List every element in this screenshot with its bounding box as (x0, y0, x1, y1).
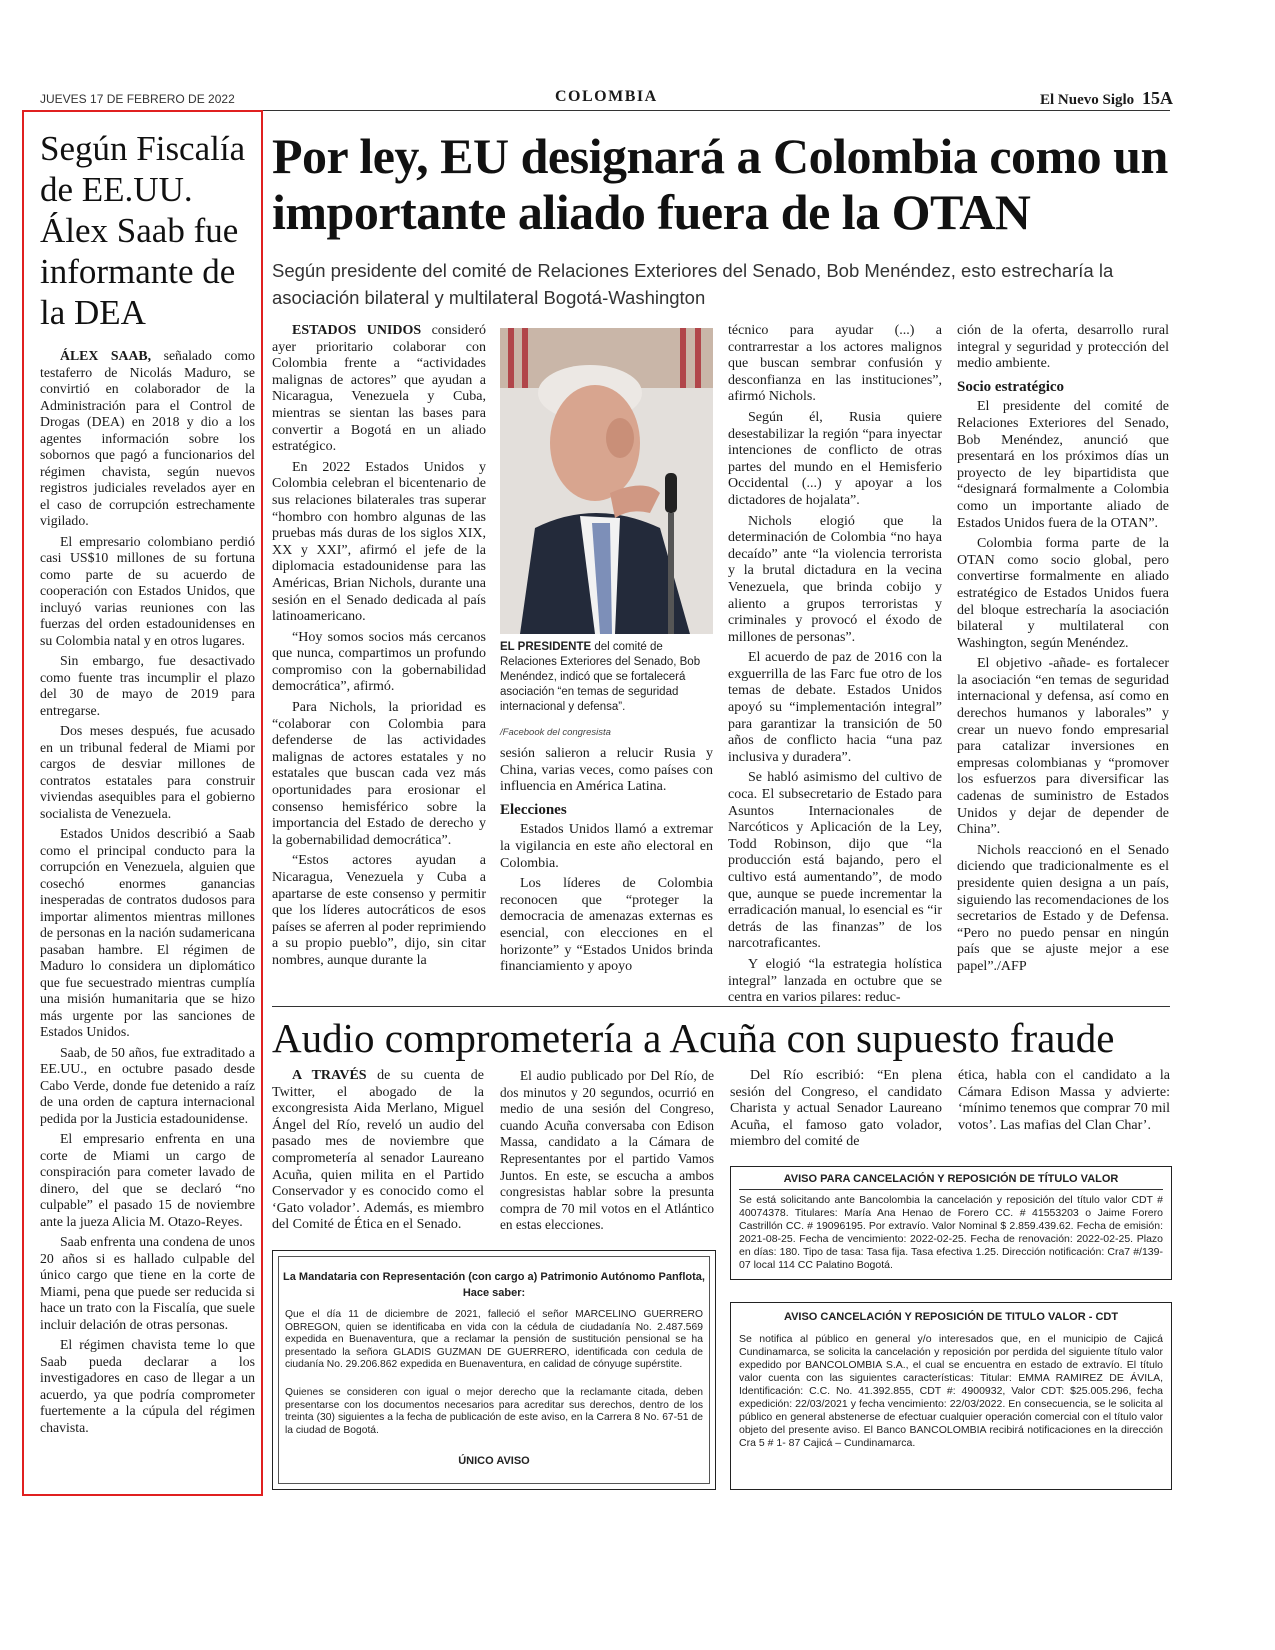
paragraph (728, 514, 942, 647)
paragraph (40, 1337, 255, 1436)
paragraph-text: Estados Unidos describió a Saab como el principal conducto para la corrupción en Venezuela, alguien que cosechó enormes ganancias inesperadas de contratos dudosos para importar alimentos mientras millones de personas en la nación sudamericana pasaban hambre. El régimen de Maduro lo considera un diplomático que fue secuestrado mientras cumplía una misión humanitaria que se hizo más urgente por las sanciones de Estados Unidos. (40, 826, 255, 1039)
main-headline: Por ley, EU designará a Colombia como un importante aliado fuera de la OTAN (272, 128, 1168, 240)
paragraph (957, 536, 1169, 652)
paragraph-text: “Estos actores ayudan a Nicaragua, Venezuela y Cuba a apartarse de este consenso y permitir que los líderes autocráticos de esos países se aferren al poder reprimiendo a su propio pueblo”, dijo, sin citar nombres, aunque durante la (272, 853, 486, 968)
paragraph-text: señalado como testaferro de Nicolás Maduro, se convirtió en colaborador de la Administración para el Control de Drogas (DEA) en 2018 y dio a los agentes información sobre los sobornos que pagó a funcionarios del régimen chavista, según nuevos registros judiciales revelados ayer en el caso de corrupción estrechamente vigilado. (40, 348, 255, 528)
paragraph-text: consideró ayer prioritario colaborar con Colombia frente a “actividades malignas de actores” que ayudan a Nicaragua, Venezuela y Cuba, mientras se sientan las bases para convertir a Bogotá en un aliado estratégico. (272, 323, 486, 455)
mandataria-title: La Mandataria con Representación (con cargo a) Patrimonio Autónomo Panflota, (283, 1271, 705, 1283)
second-column-1 (272, 1068, 484, 1238)
notice-mandataria (272, 1250, 716, 1490)
header-masthead (1040, 88, 1173, 109)
section-subhead: Socio estratégico (957, 378, 1065, 395)
paragraph (272, 460, 486, 626)
paragraph-text: El régimen chavista teme lo que Saab pueda declarar a los investigadores en caso de llegar a un acuerdo, ya que podría comprometer fuertemente a la cúpula del régimen chavista. (40, 1337, 255, 1435)
paragraph (500, 822, 713, 872)
main-column-2 (500, 746, 713, 980)
photo-caption (500, 640, 713, 715)
paragraph (728, 770, 942, 953)
sidebar-headline: Según Fiscalía de EE.UU. Álex Saab fue informante de la DEA (40, 129, 246, 332)
paragraph-text: “Hoy somos socios más cercanos que nunca, compartimos un profundo compromiso con la gobernabilidad democrática”, afirmó. (272, 629, 486, 695)
notice-1-title: AVISO PARA CANCELACIÓN Y REPOSICIÓN DE TÍTULO VALOR (783, 1173, 1119, 1185)
paragraph (957, 323, 1169, 373)
paragraph-text: Nichols elogió que la determinación de Colombia “no haya decaído” ante “la violencia terrorista y la brutal dictadura en la vecina Venezuela, que brinda cobijo y aliento a grupos terroristas y criminales y provocó el éxodo de millones de personas”. (728, 513, 942, 645)
main-column-3 (728, 323, 942, 1011)
photo-caption-lead: EL PRESIDENTE (500, 641, 592, 653)
main-subhead: Según presidente del comité de Relaciones Exteriores del Senado, Bob Menéndez, esto estrecharía la asociación bilateral y multilateral Bogotá-Washington (272, 260, 1114, 308)
photo-caption-text: del comité de Relaciones Exteriores del Senado, Bob Menéndez, indicó que se fortalecerá asociación “en temas de seguridad internacional y defensa”. (500, 641, 701, 713)
paragraph (957, 656, 1169, 839)
paragraph (272, 700, 486, 849)
paragraph (957, 843, 1169, 976)
paper-name: El Nuevo Siglo (1040, 92, 1135, 108)
header-section: COLOMBIA (555, 88, 658, 105)
paragraph-text: Se habló asimismo del cultivo de coca. El subsecretario de Estado para Asuntos Internacionales de Narcóticos y Aplicación de la Ley, Todd Robinson, dijo que “la producción está bajando, pero el cultivo está aumentando”, de modo que, aunque se puede incrementar la erradicación manual, lo esencial es “ir detrás de las finanzas” de los narcotraficantes. (728, 770, 942, 952)
paragraph (957, 399, 1169, 532)
paragraph (500, 1068, 714, 1234)
paragraph (728, 957, 942, 1007)
paragraph-text: El audio publicado por Del Río, de dos minutos y 20 segundos, ocurrió en medio de una sesión del Congreso, cuando Acuña conversaba con Edison Massa, candidato a la Cámara de Representantes por el partido Vamos Juntos. En este, se escucha a ambos congresistas hablar sobre la presunta compra de 70 mil votos en el Atlántico en estas elecciones. (500, 1068, 714, 1233)
menendez-photo (500, 328, 713, 634)
paragraph-text: Dos meses después, fue acusado en un tribunal federal de Miami por cargos de desviar millones de contratos estatales para construir viviendas asequibles para el gobierno socialista de Venezuela. (40, 723, 255, 821)
paragraph (272, 853, 486, 969)
section-subhead: Elecciones (500, 801, 567, 818)
lead-in: ÁLEX SAAB, (60, 348, 152, 363)
paragraph-text: El acuerdo de paz de 2016 con la exguerrilla de las Farc fue otro de los temas de debate. Estados Unidos apoyó su “implementación integral” para garantizar la transición de 50 años de conflicto hacia “una paz inclusiva y duradera”. (728, 650, 942, 765)
header-date: JUEVES 17 DE FEBRERO DE 2022 (40, 92, 235, 106)
main-column-1 (272, 323, 486, 974)
lead-in: A TRAVÉS (292, 1068, 367, 1083)
notice-cdt-1 (730, 1166, 1172, 1280)
paragraph-text: sesión salieron a relucir Rusia y China, varias veces, como países con influencia en América Latina. (500, 746, 713, 795)
mandataria-subtitle: Hace saber: (462, 1287, 526, 1299)
photo-credit: /Facebook del congresista (500, 727, 611, 738)
paragraph-text: El empresario enfrenta en una corte de Miami un cargo de conspiración para cometer lavado de dinero, del que se declaró “no culpable” el pasado 15 de noviembre ante la jueza Alicia M. Otazo-Reyes. (40, 1131, 255, 1229)
second-column-2 (500, 1068, 714, 1238)
paragraph-text: El objetivo -añade- es fortalecer la asociación “en temas de seguridad internacional y defensa, así como en derechos humanos y laborales” y crear un nuevo fondo empresarial para catalizar inversiones en empresas colombianas y “promover los esfuerzos para diversificar las cadenas de suministro de Estados Unidos y dejar de depender de China”. (957, 656, 1169, 838)
paragraph (40, 653, 255, 719)
paragraph (958, 1068, 1170, 1134)
notice-1-body: Se está solicitando ante Bancolombia la cancelación y reposición del título valor CDT # 40074378. Titulares: María Ana Henao de Forero CC. # 41553203 o Jaime Forero Castrillón CC. # 19096195. Por extravío. Valor Nominal $ 2.859.439.62. Fecha de emisión: 2021-08-25. Fecha de vencimiento: 2022-02-25. Fecha de renovación: 2022-02-25. Plazo en días: 180. Tipo de tasa: Tasa fija. Tasa efectiva 1.25. Dirección notificación: Cra7 #/139-07 local 114 CC Palatino Bogotá. (739, 1194, 1163, 1271)
paragraph-text: Según él, Rusia quiere desestabilizar la región “para inyectar intenciones de conflicto de otras partes del mundo en el Hemisferio Occidental (...) y apoyar a los dictadores de hojalata”. (728, 409, 942, 508)
paragraph-text: El empresario colombiano perdió casi US$10 millones de su fortuna como parte de su acuerdo de cooperación con Estados Unidos, que incluyó varias reuniones con las fuerzas del orden estadounidenses en su Colombia natal y en otros lugares. (40, 533, 255, 648)
paragraph (272, 1068, 484, 1234)
second-column-4 (958, 1068, 1170, 1138)
paragraph-text: Saab enfrenta una condena de unos 20 años si es hallado culpable del único cargo que tiene en la corte de Miami, pena que puede ser reducida si hace un trato con la Fiscalía, que suele incluir delación de otras personas. (40, 1234, 255, 1332)
paragraph-text: Sin embargo, fue desactivado como fuente tras incumplir el plazo del 30 de mayo de 2019 para entregarse. (40, 653, 255, 718)
paragraph (40, 1234, 255, 1333)
paragraph-text: ética, habla con el candidato a la Cámara Edison Massa y advierte: ‘mínimo tenemos que comprar 70 mil votos’. Las mafias del Clan Char’. (958, 1068, 1170, 1133)
notice-2-body: Se notifica al público en general y/o interesados que, en el municipio de Cajicá Cundinamarca, se solicita la cancelación y reposición por perdida del siguiente título valor expedido por BANCOLOMBIA S.A., el cual se encuentra en estado de extravío. El título valor cuenta con las siguientes características: Titular: EMMA RAMIREZ DE ÁVILA, Identificación: C.C. No. 41.392.855, CDT #: 4900932, Valor CDT: $25.005.296, fecha expedición: 22/03/2021 y fecha vencimiento: 22/03/2022. En consecuencia, se le solicita al público en general abstenerse de efectuar cualquier operación comercial con el título valor objeto del presente aviso. El Banco BANCOLOMBIA recibirá notificaciones en la dirección Cra 5 # 1- 87 Cajicá – Cundinamarca. (739, 1333, 1163, 1449)
paragraph-text: ción de la oferta, desarrollo rural integral y seguridad y protección del medio ambiente. (957, 323, 1169, 372)
notice-1-rule (739, 1189, 1163, 1190)
paragraph (40, 348, 255, 530)
paragraph-text: Colombia forma parte de la OTAN como socio global, pero convertirse formalmente en aliado estratégico de Estados Unidos fuera del bloque estrecharía la asociación bilateral y multilateral con Washington, según Menéndez. (957, 536, 1169, 651)
paragraph-text: Los líderes de Colombia reconocen que “proteger la democracia de amenazas externas es esencial, con elecciones en el horizonte” y “Estados Unidos brinda financiamiento y apoyo (500, 876, 713, 975)
second-column-3 (730, 1068, 942, 1155)
paragraph (40, 534, 255, 650)
paragraph (272, 630, 486, 696)
paragraph (728, 323, 942, 406)
paragraph (40, 723, 255, 822)
paragraph (730, 1068, 942, 1151)
paragraph (500, 746, 713, 796)
paragraph-text: Y elogió “la estrategia holística integral” lanzada en octubre que se centra en varios pilares: reduc- (728, 956, 942, 1006)
paragraph-text: Saab, de 50 años, fue extraditado a EE.UU., en octubre pasado desde Cabo Verde, donde fue detenido a raíz de una orden de captura internacional pedida por la Justicia estadounidense. (40, 1044, 255, 1126)
paragraph (728, 410, 942, 510)
paragraph (40, 826, 255, 1041)
mandataria-para-2: Quienes se consideren con igual o mejor derecho que la reclamante citada, deben presentarse con los documentos necesarios para acreditar sus derechos, dentro de los treinta (30) siguientes a la fecha de publicación de este aviso, en la Carrera 8 No. 67-51 de la ciudad de Bogotá. (285, 1387, 703, 1436)
main-column-4 (957, 323, 1169, 980)
notice-2-title: AVISO CANCELACIÓN Y REPOSICIÓN DE TITULO VALOR - CDT (783, 1311, 1119, 1323)
paragraph (728, 650, 942, 766)
notice-cdt-2 (730, 1302, 1172, 1490)
paragraph-text: Para Nichols, la prioridad es “colaborar con Colombia para defenderse de las actividades malignas de actores estatales y no estatales que buscan cada vez más oportunidades para erosionar el consenso hemisférico sobre la importancia del Estado de derecho y la gobernabilidad democrática”. (272, 700, 486, 848)
second-headline: Audio comprometería a Acuña con supuesto fraude (272, 1015, 1115, 1061)
sidebar-body (40, 348, 255, 1440)
paragraph-text: En 2022 Estados Unidos y Colombia celebran el bicentenario de sus relaciones bilaterales tras superar “hombro con hombro algunas de las pruebas más duras de los siglos XIX, XX y XXI”, afirmó el jefe de la diplomacia estadounidense para las Américas, Brian Nichols, durante una sesión en el Senado dedicada al país latinoamericano. (272, 459, 486, 625)
lead-in: ESTADOS UNIDOS (292, 323, 422, 338)
story-divider (272, 1006, 1170, 1007)
paragraph (40, 1045, 255, 1128)
portrait-image (500, 328, 713, 634)
paragraph-text: de su cuenta de Twitter, el abogado de la excongresista Aida Merlano, Miguel Ángel del Río, reveló un audio del pasado mes de noviembre que comprometería al senador Laureano Acuña, quien milita en el Partido Conservador y es conocido como el ‘Gato volador’. Además, es miembro del Comité de Ética en el Senado. (272, 1068, 484, 1233)
paragraph-text: El presidente del comité de Relaciones Exteriores del Senado, Bob Menéndez, anunció que presentará en los próximos días un proyecto de ley bipartidista que “designará formalmente a Colombia como un importante aliado de Estados Unidos fuera de la OTAN”. (957, 399, 1169, 531)
paragraph (40, 1131, 255, 1230)
paragraph-text: Estados Unidos llamó a extremar la vigilancia en este año electoral en Colombia. (500, 822, 713, 871)
paragraph-text: técnico para ayudar (...) a contrarrestar a los actores malignos que buscan sembrar confusión y desconfianza en las instituciones”, afirmó Nichols. (728, 323, 942, 405)
mandataria-footer: ÚNICO AVISO (458, 1455, 530, 1467)
mandataria-para-1: Que el día 11 de diciembre de 2021, falleció el señor MARCELINO GUERRERO OBREGON, quien se identificaba en vida con la cédula de ciudadanía No. 2.487.569 expedida en Buenaventura, que a reclamar la pensión de sustitución pensional se ha presentado la señora GLADIS GUZMAN DE GUERRERO, identificada con cedula de ciudanía No. 29.206.862 expedida en Buenaventura, en calidad de cónyuge supérstite. (285, 1309, 703, 1371)
paragraph (272, 323, 486, 456)
paragraph-text: Nichols reaccionó en el Senado diciendo que tradicionalmente es el presidente quien designa a un país, siguiendo las recomendaciones de los secretarios de Estado y de Defensa. “Pero no puedo pensar en ningún país que se ajuste mejor a ese papel”./AFP (957, 842, 1169, 974)
page-number: 15A (1141, 88, 1173, 108)
paragraph-text: Del Río escribió: “En plena sesión del Congreso, el candidato Charista y actual Senador Laureano Acuña, el famoso gato volador, miembro del comité de (730, 1068, 942, 1150)
paragraph (500, 876, 713, 976)
